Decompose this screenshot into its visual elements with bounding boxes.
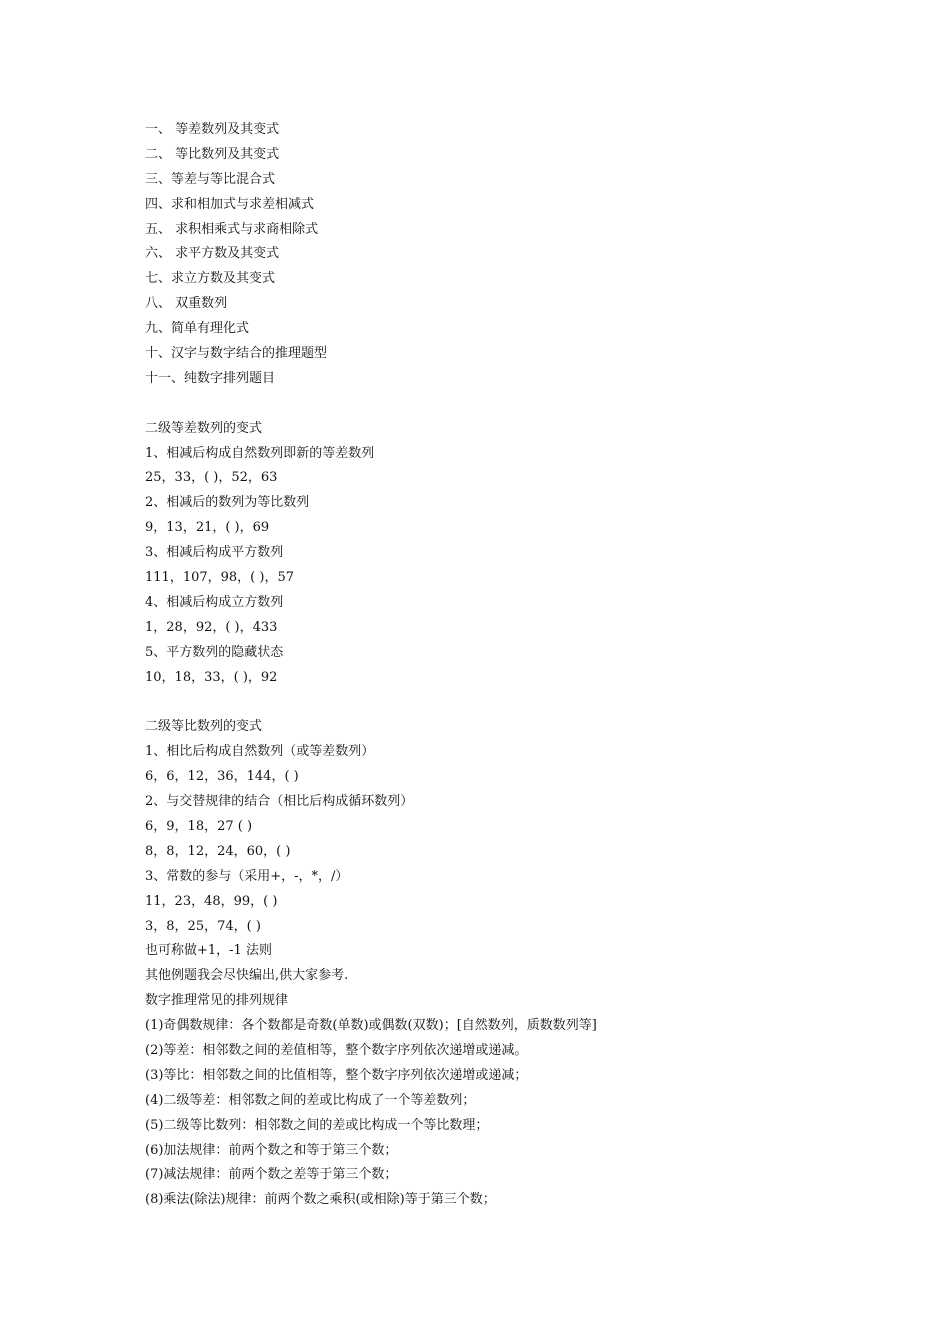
toc-item: 三、等差与等比混合式 <box>145 171 276 187</box>
pattern-rule: (4)二级等差：相邻数之间的差或比构成了一个等差数列； <box>145 1092 476 1108</box>
toc-item: 二、 等比数列及其变式 <box>145 146 280 162</box>
section-heading: 二级等比数列的变式 <box>145 719 263 735</box>
toc-item: 八、 双重数列 <box>145 296 228 312</box>
sequence-example: 10，18，33，( )，92 <box>145 669 278 685</box>
toc-item: 四、求和相加式与求差相减式 <box>145 196 315 212</box>
rule-text: 1、相减后构成自然数列即新的等差数列 <box>145 445 375 461</box>
toc-item: 十、汉字与数字结合的推理题型 <box>145 346 328 362</box>
sequence-example: 8，8，12，24，60，( ) <box>145 843 291 859</box>
pattern-rule: (1)奇偶数规律：各个数都是奇数(单数)或偶数(双数)；[自然数列，质数数列等] <box>145 1018 597 1034</box>
sequence-example: 3，8，25，74，( ) <box>145 918 261 934</box>
toc-list <box>145 118 905 392</box>
toc-item: 七、求立方数及其变式 <box>145 271 276 287</box>
note-text: 其他例题我会尽快编出,供大家参考. <box>145 968 349 984</box>
sequence-example: 6，9，18，27 ( ) <box>145 818 253 834</box>
document-body <box>145 118 905 1213</box>
rule-text: 5、平方数列的隐藏状态 <box>145 644 284 660</box>
rule-text: 4、相减后构成立方数列 <box>145 594 284 610</box>
sequence-example: 6，6，12，36，144，( ) <box>145 769 299 785</box>
pattern-rule: (5)二级等比数列：相邻数之间的差或比构成一个等比数理； <box>145 1117 489 1133</box>
sequence-example: 25，33，( )，52，63 <box>145 470 278 486</box>
pattern-rule: (8)乘法(除法)规律：前两个数之乘积(或相除)等于第三个数； <box>145 1192 496 1208</box>
blank-line <box>145 690 905 715</box>
rule-text: 2、相减后的数列为等比数列 <box>145 495 310 511</box>
sequence-example: 111，107，98，( )，57 <box>145 570 294 586</box>
geometric-section <box>145 715 905 1213</box>
pattern-rule: (3)等比：相邻数之间的比值相等，整个数字序列依次递增或递减； <box>145 1067 528 1083</box>
arithmetic-section <box>145 417 905 691</box>
rule-text: 1、相比后构成自然数列（或等差数列） <box>145 744 375 760</box>
pattern-rule: (2)等差：相邻数之间的差值相等，整个数字序列依次递增或递减。 <box>145 1042 528 1058</box>
pattern-rule: (6)加法规律：前两个数之和等于第三个数； <box>145 1142 398 1158</box>
toc-item: 十一、纯数字排列题目 <box>145 370 276 386</box>
pattern-rule: (7)减法规律：前两个数之差等于第三个数； <box>145 1167 398 1183</box>
section-heading: 二级等差数列的变式 <box>145 420 263 436</box>
note-text: 也可称做+1，-1 法则 <box>145 943 272 959</box>
rule-text: 3、常数的参与（采用+，-，*，/） <box>145 868 349 884</box>
sequence-example: 9，13，21，( )，69 <box>145 520 270 536</box>
sequence-example: 1，28，92，( )，433 <box>145 619 278 635</box>
toc-item: 九、简单有理化式 <box>145 321 250 337</box>
blank-line <box>145 392 905 417</box>
toc-item: 六、 求平方数及其变式 <box>145 246 280 262</box>
rule-text: 3、相减后构成平方数列 <box>145 545 284 561</box>
sequence-example: 11，23，48，99，( ) <box>145 893 278 909</box>
rule-text: 2、与交替规律的结合（相比后构成循环数列） <box>145 794 414 810</box>
toc-item: 五、 求积相乘式与求商相除式 <box>145 221 319 237</box>
toc-item: 一、 等差数列及其变式 <box>145 122 280 137</box>
subsection-heading: 数字推理常见的排列规律 <box>145 993 289 1009</box>
